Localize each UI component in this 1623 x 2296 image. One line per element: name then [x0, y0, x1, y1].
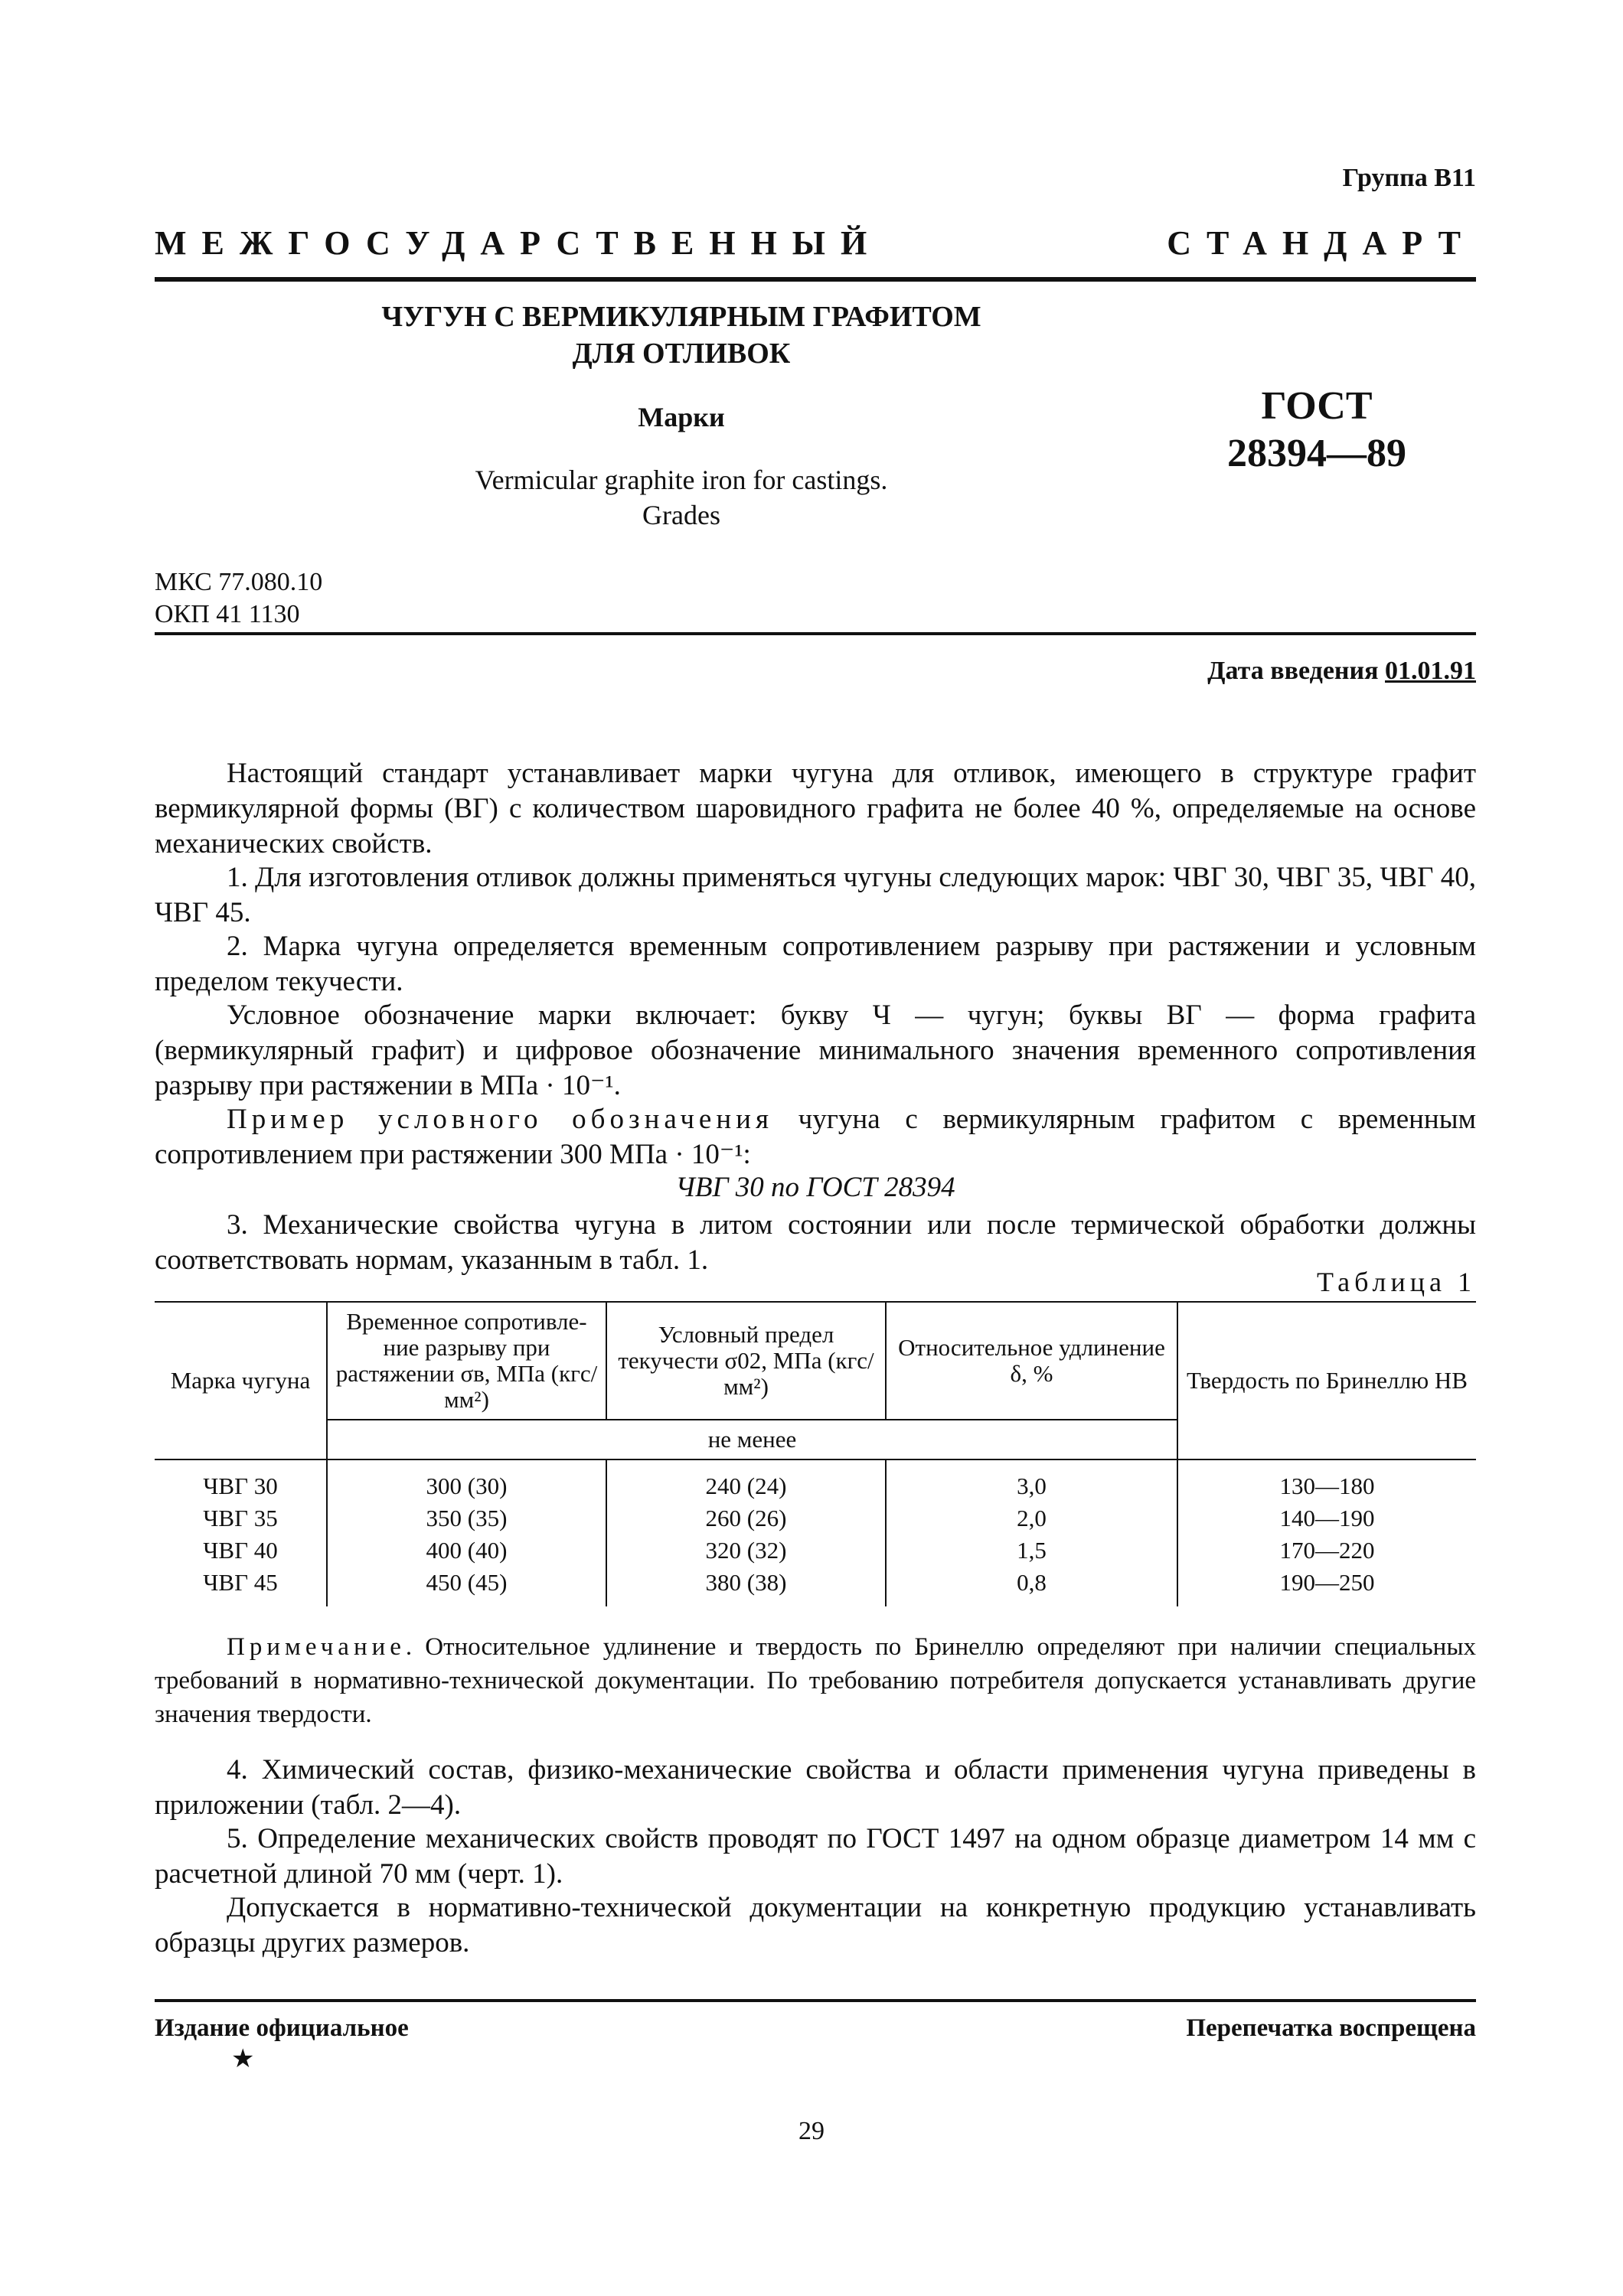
paragraph-intro: Настоящий стандарт устанавливает марки чугуна для отливок, имеющего в структуре графит вермикулярной формы (ВГ) с количеством шаровидного графита не более 40 %, определяемые на основе механических свойств.: [155, 758, 1476, 859]
reprint-prohibited: Перепечатка воспрещена: [1186, 2014, 1476, 2042]
table-row: [155, 1534, 1476, 1567]
english-title: [276, 462, 1087, 533]
cell-tensile: 300 (30): [327, 1470, 606, 1502]
cell-hardness: 130—180: [1279, 1473, 1375, 1499]
title-line-2: ДЛЯ ОТЛИВОК: [572, 338, 791, 370]
cell-hardness: 140—190: [1279, 1505, 1375, 1531]
intro-date-label: Дата введения: [1207, 657, 1379, 685]
table-row: [155, 1567, 1476, 1606]
cell-elongation: 3,0: [886, 1470, 1177, 1502]
okp-code: ОКП 41 1130: [155, 600, 300, 628]
example-label: Пример условного обозначения: [227, 1104, 773, 1135]
english-line-1: Vermicular graphite iron for castings.: [475, 465, 888, 495]
star-icon: ★: [231, 2045, 255, 2073]
cell-grade: ЧВГ 35: [155, 1502, 327, 1534]
cell-elongation: 1,5: [886, 1534, 1177, 1567]
cell-grade: ЧВГ 30: [155, 1470, 327, 1502]
cell-tensile: 450 (45): [327, 1567, 606, 1606]
cell-yield: 380 (38): [606, 1567, 886, 1606]
table-row: [155, 1502, 1476, 1534]
group-code: Группа В11: [1342, 164, 1476, 192]
document-subtitle: Марки: [638, 402, 725, 432]
note-text: . Относительное удлинение и твердость по Бринеллю определяют при наличии специальных требований в нормативно-технической документации. По требованию потребителя допускается устанавливать другие значения твердости.: [155, 1633, 1476, 1728]
paragraph-5: 5. Определение механических свойств проводят по ГОСТ 1497 на одном образце диаметром 14 мм с расчетной длиной 70 мм (черт. 1).: [155, 1823, 1476, 1890]
footer-rule: [155, 1999, 1476, 2002]
cell-yield: 240 (24): [606, 1470, 886, 1502]
page-number: 29: [798, 2117, 825, 2145]
cell-grade: ЧВГ 40: [155, 1534, 327, 1567]
standard-banner: [155, 223, 1476, 263]
cell-tensile: 350 (35): [327, 1502, 606, 1534]
header-min: не менее: [327, 1420, 1177, 1459]
note-label: Примечание: [227, 1633, 406, 1661]
intro-date-value: 01.01.91: [1385, 657, 1476, 685]
header-elongation: Относительное удлинение δ, %: [886, 1302, 1177, 1420]
header-grade: Марка чугуна: [155, 1302, 327, 1459]
paragraph-6: Допускается в нормативно-технической документации на конкретную продукцию устанавливать образцы других размеров.: [155, 1892, 1476, 1958]
title-line-1: ЧУГУН С ВЕРМИКУЛЯРНЫМ ГРАФИТОМ: [381, 301, 981, 333]
gost-line-1: ГОСТ: [1261, 384, 1373, 428]
header-rule: [155, 277, 1476, 282]
cell-yield: 260 (26): [606, 1502, 886, 1534]
paragraph-4: 4. Химический состав, физико-механические свойства и области применения чугуна приведены в приложении (табл. 2—4).: [155, 1754, 1476, 1821]
document-title: [276, 298, 1087, 372]
paragraph-1: 1. Для изготовления отливок должны применяться чугуны следующих марок: ЧВГ 30, ЧВГ 35, ЧВГ 40, ЧВГ 45.: [155, 862, 1476, 928]
table-row: [155, 1470, 1476, 1502]
banner-right: СТАНДАРТ: [1167, 224, 1476, 262]
header-yield: Условный предел текучести σ02, МПа (кгс/мм²): [606, 1302, 886, 1420]
table-note: [155, 1630, 1476, 1731]
cell-tensile: 400 (40): [327, 1534, 606, 1567]
cell-grade: ЧВГ 45: [155, 1567, 327, 1606]
gost-line-2: 28394—89: [1227, 432, 1406, 475]
example-rest: чугуна с вермикулярным графитом с временным сопротивлением при растяжении 300 МПа · 10⁻¹:: [155, 1104, 1476, 1170]
banner-left: МЕЖГОСУДАРСТВЕННЫЙ: [155, 224, 883, 262]
example-designation: ЧВГ 30 по ГОСТ 28394: [675, 1172, 955, 1203]
paragraph-3: 3. Механические свойства чугуна в литом состоянии или после термической обработки должны соответствовать нормам, указанным в табл. 1.: [155, 1209, 1476, 1276]
cell-hardness: 170—220: [1279, 1537, 1375, 1564]
codes-rule: [155, 632, 1476, 635]
official-edition: Издание официальное: [155, 2014, 409, 2042]
paragraph-2b: Условное обозначение марки включает: букву Ч — чугун; буквы ВГ — форма графита (вермикулярный графит) и цифровое обозначение минимального значения временного сопротивления разрыву при растяжении в МПа · 10⁻¹.: [155, 1000, 1476, 1101]
cell-yield: 320 (32): [606, 1534, 886, 1567]
intro-date: [1207, 657, 1476, 686]
mks-code: МКС 77.080.10: [155, 568, 323, 596]
table-1: [155, 1301, 1476, 1606]
paragraph-2: 2. Марка чугуна определяется временным сопротивлением разрыву при растяжении и условным пределом текучести.: [155, 931, 1476, 997]
cell-hardness: 190—250: [1279, 1569, 1375, 1596]
classification-codes: [155, 566, 322, 631]
paragraph-example-intro: [155, 1102, 1476, 1172]
cell-elongation: 2,0: [886, 1502, 1177, 1534]
table-caption: Таблица 1: [1317, 1267, 1476, 1297]
english-line-2: Grades: [642, 500, 720, 530]
cell-elongation: 0,8: [886, 1567, 1177, 1606]
header-tensile: Временное сопротивле-ние разрыву при растяжении σв, МПа (кгс/мм²): [327, 1302, 606, 1420]
header-hardness: Твердость по Бринеллю НВ: [1177, 1302, 1476, 1459]
gost-number: [1202, 383, 1432, 478]
